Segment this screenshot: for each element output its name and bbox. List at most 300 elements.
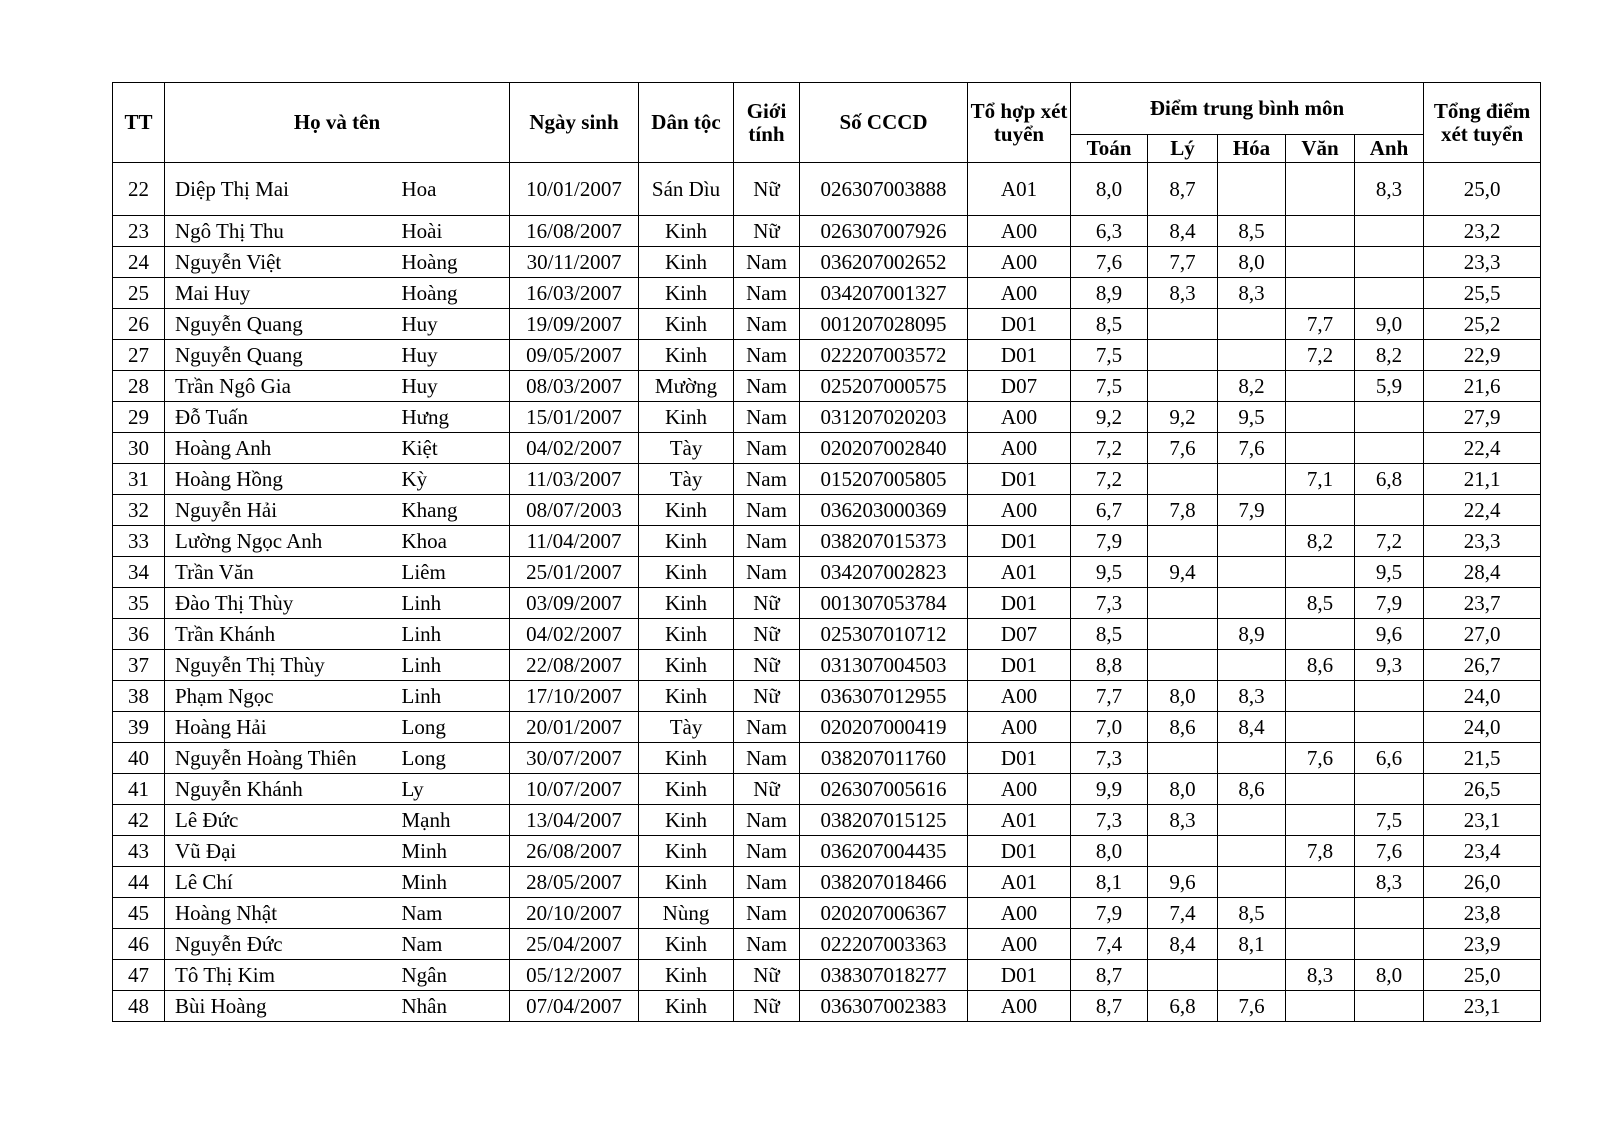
table-row [113, 588, 1541, 619]
total-score-cell: 27,9 [1424, 402, 1541, 433]
given-name-cell: Mạnh [398, 805, 510, 836]
gender-cell: Nữ [734, 960, 800, 991]
score-chemistry-cell: 8,4 [1218, 712, 1286, 743]
total-score-cell: 25,5 [1424, 278, 1541, 309]
date-of-birth-cell: 11/03/2007 [510, 464, 639, 495]
score-physics-cell: 7,4 [1148, 898, 1218, 929]
given-name-cell: Hoàng [398, 247, 510, 278]
given-name-cell: Ly [398, 774, 510, 805]
score-chemistry-cell [1218, 836, 1286, 867]
score-math-cell: 7,6 [1071, 247, 1148, 278]
citizen-id-cell: 031307004503 [800, 650, 968, 681]
given-name-cell: Linh [398, 619, 510, 650]
date-of-birth-cell: 15/01/2007 [510, 402, 639, 433]
score-physics-cell [1148, 340, 1218, 371]
score-chemistry-cell [1218, 557, 1286, 588]
score-physics-cell [1148, 960, 1218, 991]
table-row [113, 991, 1541, 1022]
citizen-id-cell: 026307007926 [800, 216, 968, 247]
score-english-cell: 5,9 [1355, 371, 1424, 402]
header-name: Họ và tên [165, 83, 510, 163]
score-chemistry-cell [1218, 309, 1286, 340]
score-literature-cell [1286, 898, 1355, 929]
citizen-id-cell: 020207002840 [800, 433, 968, 464]
citizen-id-cell: 038207011760 [800, 743, 968, 774]
row-number-cell: 47 [113, 960, 165, 991]
first-names-cell: Hoàng Nhật [165, 898, 398, 929]
first-names-cell: Nguyễn Quang [165, 309, 398, 340]
score-literature-cell [1286, 867, 1355, 898]
score-english-cell: 9,3 [1355, 650, 1424, 681]
subject-combo-cell: A01 [968, 867, 1071, 898]
score-chemistry-cell: 8,3 [1218, 681, 1286, 712]
score-chemistry-cell [1218, 340, 1286, 371]
header-dob: Ngày sinh [510, 83, 639, 163]
citizen-id-cell: 025307010712 [800, 619, 968, 650]
score-math-cell: 6,7 [1071, 495, 1148, 526]
score-english-cell [1355, 898, 1424, 929]
citizen-id-cell: 036207002652 [800, 247, 968, 278]
row-number-cell: 31 [113, 464, 165, 495]
score-english-cell: 6,6 [1355, 743, 1424, 774]
first-names-cell: Nguyễn Hoàng Thiên [165, 743, 398, 774]
subject-combo-cell: A00 [968, 402, 1071, 433]
table-row [113, 712, 1541, 743]
table-row [113, 216, 1541, 247]
admission-table [112, 82, 1541, 1022]
subject-combo-cell: D01 [968, 743, 1071, 774]
citizen-id-cell: 038207018466 [800, 867, 968, 898]
score-physics-cell: 6,8 [1148, 991, 1218, 1022]
row-number-cell: 27 [113, 340, 165, 371]
date-of-birth-cell: 10/07/2007 [510, 774, 639, 805]
score-chemistry-cell: 7,6 [1218, 991, 1286, 1022]
given-name-cell: Nam [398, 898, 510, 929]
score-chemistry-cell: 8,6 [1218, 774, 1286, 805]
score-english-cell: 7,5 [1355, 805, 1424, 836]
score-math-cell: 8,0 [1071, 836, 1148, 867]
score-math-cell: 7,7 [1071, 681, 1148, 712]
score-literature-cell: 8,5 [1286, 588, 1355, 619]
table-row [113, 867, 1541, 898]
citizen-id-cell: 020207000419 [800, 712, 968, 743]
date-of-birth-cell: 10/01/2007 [510, 163, 639, 216]
given-name-cell: Ngân [398, 960, 510, 991]
ethnicity-cell: Tày [639, 464, 734, 495]
header-id: Số CCCD [800, 83, 968, 163]
ethnicity-cell: Kinh [639, 929, 734, 960]
gender-cell: Nam [734, 898, 800, 929]
score-chemistry-cell: 8,5 [1218, 898, 1286, 929]
total-score-cell: 23,9 [1424, 929, 1541, 960]
score-physics-cell: 9,2 [1148, 402, 1218, 433]
score-literature-cell [1286, 929, 1355, 960]
gender-cell: Nữ [734, 619, 800, 650]
given-name-cell: Hoài [398, 216, 510, 247]
first-names-cell: Trần Ngô Gia [165, 371, 398, 402]
table-row [113, 619, 1541, 650]
given-name-cell: Nam [398, 929, 510, 960]
given-name-cell: Khoa [398, 526, 510, 557]
date-of-birth-cell: 11/04/2007 [510, 526, 639, 557]
ethnicity-cell: Kinh [639, 526, 734, 557]
subject-combo-cell: A01 [968, 163, 1071, 216]
score-english-cell [1355, 278, 1424, 309]
row-number-cell: 39 [113, 712, 165, 743]
subject-combo-cell: A00 [968, 495, 1071, 526]
score-literature-cell: 7,2 [1286, 340, 1355, 371]
score-physics-cell: 8,3 [1148, 805, 1218, 836]
total-score-cell: 23,2 [1424, 216, 1541, 247]
score-chemistry-cell: 8,2 [1218, 371, 1286, 402]
score-physics-cell [1148, 588, 1218, 619]
score-physics-cell: 8,0 [1148, 681, 1218, 712]
score-literature-cell [1286, 402, 1355, 433]
subject-combo-cell: A01 [968, 557, 1071, 588]
score-chemistry-cell: 9,5 [1218, 402, 1286, 433]
gender-cell: Nam [734, 712, 800, 743]
date-of-birth-cell: 25/01/2007 [510, 557, 639, 588]
score-math-cell: 7,3 [1071, 588, 1148, 619]
table-row [113, 433, 1541, 464]
score-english-cell: 7,9 [1355, 588, 1424, 619]
first-names-cell: Hoàng Hồng [165, 464, 398, 495]
header-english: Anh [1355, 135, 1424, 163]
ethnicity-cell: Kinh [639, 774, 734, 805]
total-score-cell: 25,0 [1424, 960, 1541, 991]
subject-combo-cell: A00 [968, 898, 1071, 929]
gender-cell: Nữ [734, 216, 800, 247]
score-chemistry-cell [1218, 805, 1286, 836]
ethnicity-cell: Kinh [639, 340, 734, 371]
subject-combo-cell: A00 [968, 247, 1071, 278]
first-names-cell: Phạm Ngọc [165, 681, 398, 712]
row-number-cell: 42 [113, 805, 165, 836]
score-math-cell: 7,2 [1071, 464, 1148, 495]
ethnicity-cell: Kinh [639, 402, 734, 433]
first-names-cell: Nguyễn Thị Thùy [165, 650, 398, 681]
score-english-cell [1355, 216, 1424, 247]
date-of-birth-cell: 07/04/2007 [510, 991, 639, 1022]
date-of-birth-cell: 03/09/2007 [510, 588, 639, 619]
row-number-cell: 23 [113, 216, 165, 247]
total-score-cell: 22,4 [1424, 495, 1541, 526]
gender-cell: Nữ [734, 588, 800, 619]
score-literature-cell [1286, 681, 1355, 712]
score-physics-cell: 7,6 [1148, 433, 1218, 464]
score-physics-cell: 8,4 [1148, 216, 1218, 247]
total-score-cell: 23,3 [1424, 247, 1541, 278]
date-of-birth-cell: 20/01/2007 [510, 712, 639, 743]
score-english-cell: 6,8 [1355, 464, 1424, 495]
date-of-birth-cell: 04/02/2007 [510, 433, 639, 464]
ethnicity-cell: Kinh [639, 960, 734, 991]
row-number-cell: 43 [113, 836, 165, 867]
score-chemistry-cell: 8,1 [1218, 929, 1286, 960]
citizen-id-cell: 001207028095 [800, 309, 968, 340]
gender-cell: Nam [734, 557, 800, 588]
score-english-cell: 9,0 [1355, 309, 1424, 340]
score-chemistry-cell: 8,3 [1218, 278, 1286, 309]
score-literature-cell: 7,8 [1286, 836, 1355, 867]
table-row [113, 805, 1541, 836]
first-names-cell: Nguyễn Đức [165, 929, 398, 960]
score-english-cell: 9,6 [1355, 619, 1424, 650]
total-score-cell: 21,1 [1424, 464, 1541, 495]
score-literature-cell [1286, 557, 1355, 588]
score-math-cell: 6,3 [1071, 216, 1148, 247]
subject-combo-cell: D01 [968, 836, 1071, 867]
score-literature-cell [1286, 991, 1355, 1022]
ethnicity-cell: Tày [639, 433, 734, 464]
row-number-cell: 25 [113, 278, 165, 309]
header-combo: Tổ hợp xét tuyển [968, 83, 1071, 163]
row-number-cell: 29 [113, 402, 165, 433]
total-score-cell: 23,7 [1424, 588, 1541, 619]
citizen-id-cell: 038207015373 [800, 526, 968, 557]
header-literature: Văn [1286, 135, 1355, 163]
gender-cell: Nữ [734, 991, 800, 1022]
score-math-cell: 7,3 [1071, 805, 1148, 836]
ethnicity-cell: Kinh [639, 495, 734, 526]
table-row [113, 163, 1541, 216]
table-row [113, 960, 1541, 991]
citizen-id-cell: 022207003572 [800, 340, 968, 371]
ethnicity-cell: Mường [639, 371, 734, 402]
ethnicity-cell: Kinh [639, 681, 734, 712]
table-row [113, 650, 1541, 681]
gender-cell: Nữ [734, 774, 800, 805]
table-row [113, 371, 1541, 402]
given-name-cell: Minh [398, 836, 510, 867]
row-number-cell: 36 [113, 619, 165, 650]
score-literature-cell [1286, 619, 1355, 650]
score-math-cell: 8,1 [1071, 867, 1148, 898]
score-physics-cell [1148, 464, 1218, 495]
total-score-cell: 24,0 [1424, 712, 1541, 743]
first-names-cell: Mai Huy [165, 278, 398, 309]
score-literature-cell [1286, 216, 1355, 247]
date-of-birth-cell: 28/05/2007 [510, 867, 639, 898]
ethnicity-cell: Kinh [639, 743, 734, 774]
header-total: Tổng điểm xét tuyển [1424, 83, 1541, 163]
total-score-cell: 26,7 [1424, 650, 1541, 681]
given-name-cell: Nhân [398, 991, 510, 1022]
score-literature-cell [1286, 774, 1355, 805]
total-score-cell: 25,2 [1424, 309, 1541, 340]
given-name-cell: Linh [398, 650, 510, 681]
score-math-cell: 7,9 [1071, 526, 1148, 557]
gender-cell: Nam [734, 278, 800, 309]
row-number-cell: 24 [113, 247, 165, 278]
score-math-cell: 8,7 [1071, 991, 1148, 1022]
date-of-birth-cell: 08/03/2007 [510, 371, 639, 402]
ethnicity-cell: Kinh [639, 557, 734, 588]
ethnicity-cell: Kinh [639, 805, 734, 836]
score-chemistry-cell [1218, 163, 1286, 216]
ethnicity-cell: Kinh [639, 836, 734, 867]
citizen-id-cell: 031207020203 [800, 402, 968, 433]
given-name-cell: Long [398, 743, 510, 774]
citizen-id-cell: 036207004435 [800, 836, 968, 867]
total-score-cell: 24,0 [1424, 681, 1541, 712]
score-math-cell: 8,0 [1071, 163, 1148, 216]
score-literature-cell: 8,3 [1286, 960, 1355, 991]
ethnicity-cell: Kinh [639, 216, 734, 247]
score-physics-cell [1148, 526, 1218, 557]
score-math-cell: 7,5 [1071, 340, 1148, 371]
score-physics-cell: 8,0 [1148, 774, 1218, 805]
score-math-cell: 8,8 [1071, 650, 1148, 681]
gender-cell: Nam [734, 743, 800, 774]
given-name-cell: Hưng [398, 402, 510, 433]
given-name-cell: Khang [398, 495, 510, 526]
ethnicity-cell: Kinh [639, 867, 734, 898]
header-gender: Giới tính [734, 83, 800, 163]
score-english-cell: 7,6 [1355, 836, 1424, 867]
score-english-cell [1355, 774, 1424, 805]
citizen-id-cell: 036203000369 [800, 495, 968, 526]
table-row [113, 495, 1541, 526]
score-math-cell: 7,9 [1071, 898, 1148, 929]
ethnicity-cell: Kinh [639, 619, 734, 650]
gender-cell: Nam [734, 867, 800, 898]
first-names-cell: Vũ Đại [165, 836, 398, 867]
table-row [113, 743, 1541, 774]
row-number-cell: 34 [113, 557, 165, 588]
total-score-cell: 22,4 [1424, 433, 1541, 464]
gender-cell: Nam [734, 929, 800, 960]
score-physics-cell: 8,3 [1148, 278, 1218, 309]
first-names-cell: Hoàng Hải [165, 712, 398, 743]
total-score-cell: 22,9 [1424, 340, 1541, 371]
score-english-cell: 8,0 [1355, 960, 1424, 991]
score-chemistry-cell [1218, 526, 1286, 557]
date-of-birth-cell: 04/02/2007 [510, 619, 639, 650]
gender-cell: Nam [734, 371, 800, 402]
total-score-cell: 25,0 [1424, 163, 1541, 216]
score-english-cell [1355, 991, 1424, 1022]
table-row [113, 464, 1541, 495]
header-physics: Lý [1148, 135, 1218, 163]
table-row [113, 526, 1541, 557]
given-name-cell: Linh [398, 681, 510, 712]
score-literature-cell: 7,6 [1286, 743, 1355, 774]
first-names-cell: Tô Thị Kim [165, 960, 398, 991]
ethnicity-cell: Kinh [639, 278, 734, 309]
score-physics-cell [1148, 836, 1218, 867]
score-literature-cell [1286, 163, 1355, 216]
subject-combo-cell: D01 [968, 309, 1071, 340]
subject-combo-cell: D01 [968, 340, 1071, 371]
subject-combo-cell: A00 [968, 774, 1071, 805]
score-literature-cell: 8,2 [1286, 526, 1355, 557]
row-number-cell: 28 [113, 371, 165, 402]
date-of-birth-cell: 09/05/2007 [510, 340, 639, 371]
first-names-cell: Đào Thị Thùy [165, 588, 398, 619]
total-score-cell: 28,4 [1424, 557, 1541, 588]
gender-cell: Nữ [734, 163, 800, 216]
citizen-id-cell: 015207005805 [800, 464, 968, 495]
score-physics-cell [1148, 743, 1218, 774]
citizen-id-cell: 026307005616 [800, 774, 968, 805]
given-name-cell: Kỳ [398, 464, 510, 495]
score-english-cell: 8,3 [1355, 867, 1424, 898]
table-row [113, 340, 1541, 371]
row-number-cell: 38 [113, 681, 165, 712]
table-row [113, 681, 1541, 712]
score-physics-cell [1148, 650, 1218, 681]
subject-combo-cell: D01 [968, 650, 1071, 681]
subject-combo-cell: A00 [968, 712, 1071, 743]
first-names-cell: Diệp Thị Mai [165, 163, 398, 216]
ethnicity-cell: Kinh [639, 650, 734, 681]
first-names-cell: Lê Chí [165, 867, 398, 898]
ethnicity-cell: Kinh [639, 588, 734, 619]
date-of-birth-cell: 08/07/2003 [510, 495, 639, 526]
citizen-id-cell: 038307018277 [800, 960, 968, 991]
total-score-cell: 21,6 [1424, 371, 1541, 402]
header-ethnicity: Dân tộc [639, 83, 734, 163]
date-of-birth-cell: 25/04/2007 [510, 929, 639, 960]
score-english-cell: 8,3 [1355, 163, 1424, 216]
citizen-id-cell: 038207015125 [800, 805, 968, 836]
first-names-cell: Nguyễn Khánh [165, 774, 398, 805]
given-name-cell: Long [398, 712, 510, 743]
score-physics-cell [1148, 619, 1218, 650]
total-score-cell: 23,3 [1424, 526, 1541, 557]
score-literature-cell [1286, 278, 1355, 309]
row-number-cell: 37 [113, 650, 165, 681]
score-chemistry-cell [1218, 743, 1286, 774]
score-physics-cell: 9,4 [1148, 557, 1218, 588]
table-row [113, 402, 1541, 433]
table-row [113, 278, 1541, 309]
score-math-cell: 9,9 [1071, 774, 1148, 805]
citizen-id-cell: 036307002383 [800, 991, 968, 1022]
citizen-id-cell: 036307012955 [800, 681, 968, 712]
score-english-cell [1355, 495, 1424, 526]
subject-combo-cell: A00 [968, 681, 1071, 712]
first-names-cell: Trần Văn [165, 557, 398, 588]
score-math-cell: 9,5 [1071, 557, 1148, 588]
subject-combo-cell: D01 [968, 588, 1071, 619]
gender-cell: Nam [734, 309, 800, 340]
score-chemistry-cell: 7,6 [1218, 433, 1286, 464]
gender-cell: Nam [734, 433, 800, 464]
row-number-cell: 35 [113, 588, 165, 619]
score-math-cell: 7,3 [1071, 743, 1148, 774]
score-math-cell: 7,0 [1071, 712, 1148, 743]
score-math-cell: 9,2 [1071, 402, 1148, 433]
score-literature-cell [1286, 495, 1355, 526]
table-row [113, 557, 1541, 588]
score-literature-cell: 7,1 [1286, 464, 1355, 495]
citizen-id-cell: 020207006367 [800, 898, 968, 929]
citizen-id-cell: 034207002823 [800, 557, 968, 588]
score-physics-cell: 8,4 [1148, 929, 1218, 960]
score-english-cell [1355, 247, 1424, 278]
subject-combo-cell: D01 [968, 464, 1071, 495]
date-of-birth-cell: 17/10/2007 [510, 681, 639, 712]
total-score-cell: 27,0 [1424, 619, 1541, 650]
score-literature-cell [1286, 805, 1355, 836]
score-english-cell: 8,2 [1355, 340, 1424, 371]
date-of-birth-cell: 20/10/2007 [510, 898, 639, 929]
score-math-cell: 7,4 [1071, 929, 1148, 960]
row-number-cell: 22 [113, 163, 165, 216]
score-chemistry-cell [1218, 867, 1286, 898]
